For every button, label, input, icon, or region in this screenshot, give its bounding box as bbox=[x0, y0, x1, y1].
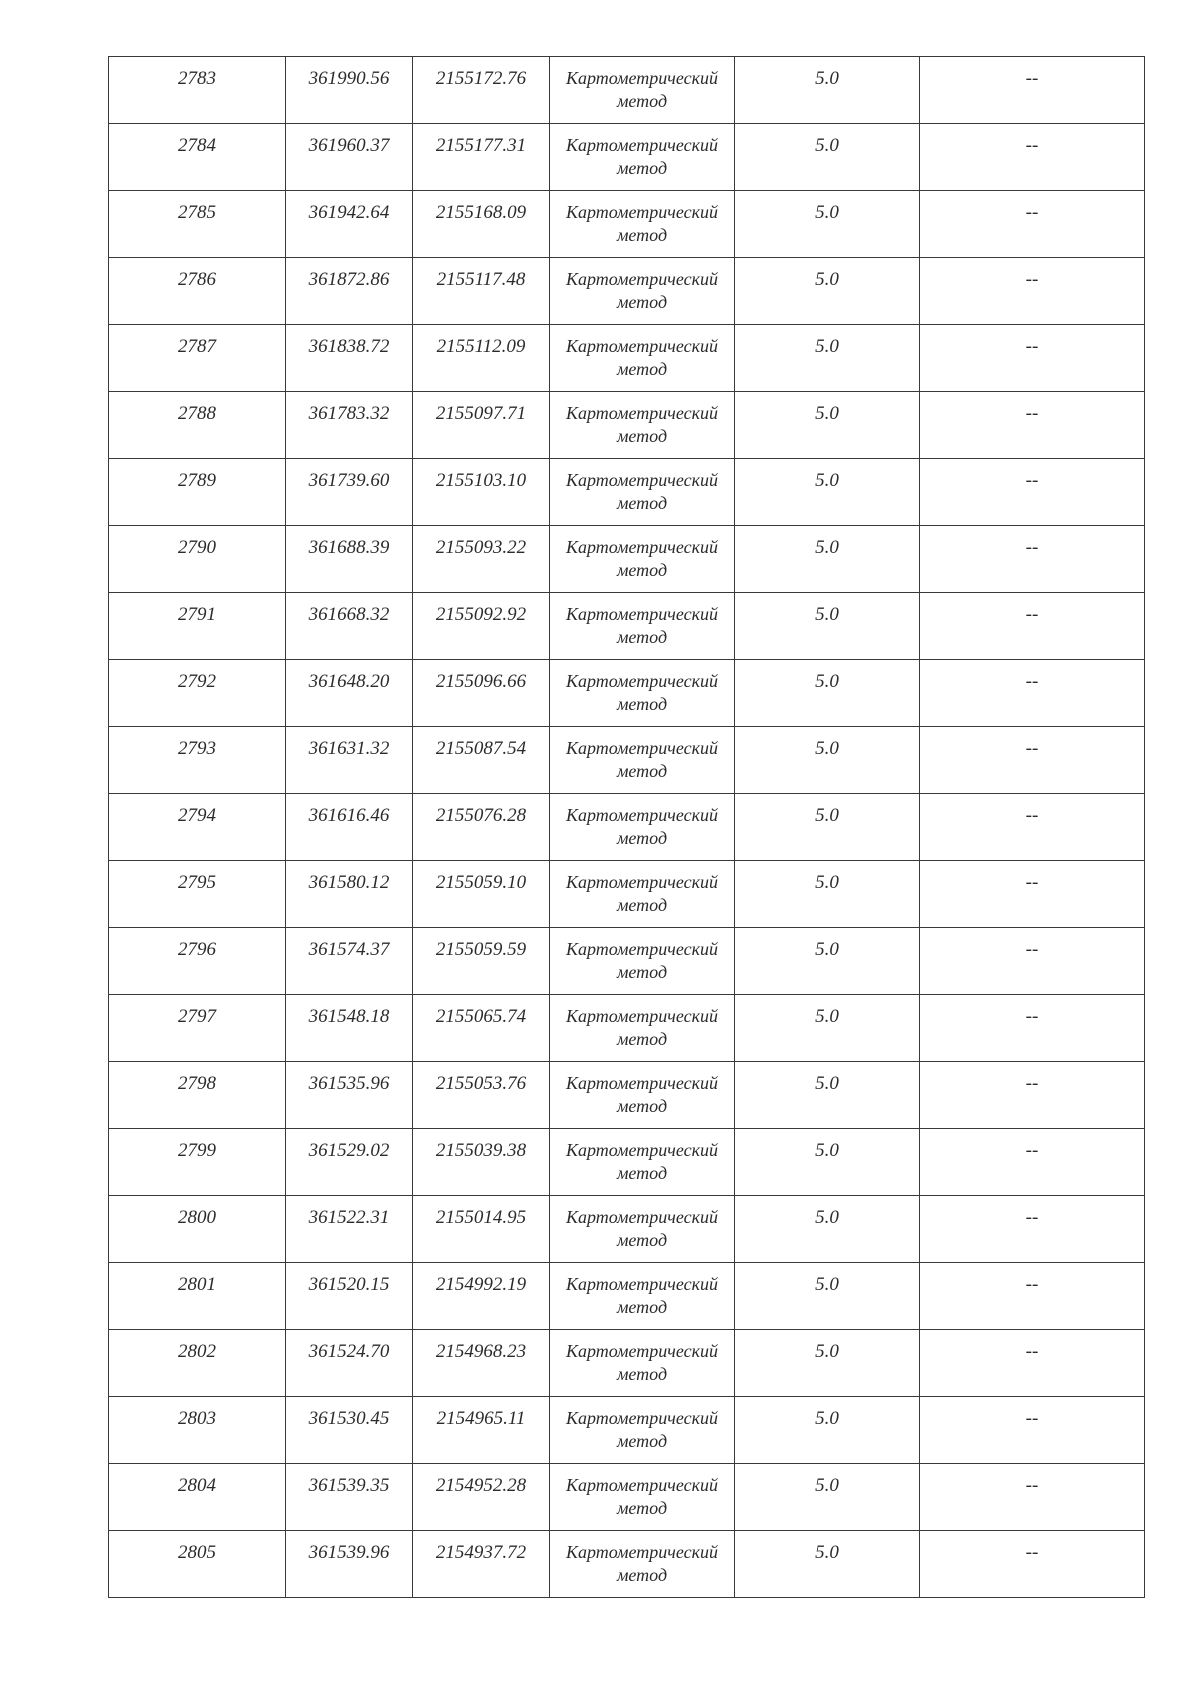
y-coordinate-cell: 2155103.10 bbox=[413, 459, 550, 526]
accuracy-cell: 5.0 bbox=[735, 794, 920, 861]
coordinates-table-container bbox=[108, 56, 1144, 1598]
y-coordinate-cell: 2155168.09 bbox=[413, 191, 550, 258]
note-cell: -- bbox=[920, 593, 1145, 660]
method-cell bbox=[550, 1531, 735, 1598]
method-line-2: метод bbox=[616, 292, 668, 312]
point-number-cell: 2802 bbox=[109, 1330, 286, 1397]
method-line-2: метод bbox=[616, 895, 668, 915]
point-number-cell: 2790 bbox=[109, 526, 286, 593]
method-cell bbox=[550, 1397, 735, 1464]
y-coordinate-cell: 2154992.19 bbox=[413, 1263, 550, 1330]
note-cell: -- bbox=[920, 1330, 1145, 1397]
method-line-2: метод bbox=[616, 426, 668, 446]
point-number-cell: 2789 bbox=[109, 459, 286, 526]
method-cell bbox=[550, 660, 735, 727]
accuracy-cell: 5.0 bbox=[735, 1464, 920, 1531]
table-row bbox=[109, 1062, 1145, 1129]
point-number-cell: 2787 bbox=[109, 325, 286, 392]
y-coordinate-cell: 2155076.28 bbox=[413, 794, 550, 861]
accuracy-cell: 5.0 bbox=[735, 325, 920, 392]
method-cell bbox=[550, 1330, 735, 1397]
method-line-1: Картометрический bbox=[565, 1207, 718, 1227]
method-line-1: Картометрический bbox=[565, 805, 718, 825]
point-number-cell: 2791 bbox=[109, 593, 286, 660]
method-cell bbox=[550, 1196, 735, 1263]
x-coordinate-cell: 361960.37 bbox=[286, 124, 413, 191]
x-coordinate-cell: 361688.39 bbox=[286, 526, 413, 593]
y-coordinate-cell: 2155092.92 bbox=[413, 593, 550, 660]
x-coordinate-cell: 361668.32 bbox=[286, 593, 413, 660]
method-line-1: Картометрический bbox=[565, 939, 718, 959]
method-cell bbox=[550, 459, 735, 526]
note-cell: -- bbox=[920, 459, 1145, 526]
x-coordinate-cell: 361535.96 bbox=[286, 1062, 413, 1129]
table-row bbox=[109, 928, 1145, 995]
point-number-cell: 2803 bbox=[109, 1397, 286, 1464]
point-number-cell: 2785 bbox=[109, 191, 286, 258]
method-line-1: Картометрический bbox=[565, 68, 718, 88]
accuracy-cell: 5.0 bbox=[735, 526, 920, 593]
table-row bbox=[109, 191, 1145, 258]
method-line-2: метод bbox=[616, 962, 668, 982]
method-line-2: метод bbox=[616, 1096, 668, 1116]
note-cell: -- bbox=[920, 861, 1145, 928]
y-coordinate-cell: 2154965.11 bbox=[413, 1397, 550, 1464]
table-row bbox=[109, 593, 1145, 660]
x-coordinate-cell: 361616.46 bbox=[286, 794, 413, 861]
method-cell bbox=[550, 258, 735, 325]
method-line-1: Картометрический bbox=[565, 604, 718, 624]
accuracy-cell: 5.0 bbox=[735, 1263, 920, 1330]
accuracy-cell: 5.0 bbox=[735, 1062, 920, 1129]
y-coordinate-cell: 2155014.95 bbox=[413, 1196, 550, 1263]
note-cell: -- bbox=[920, 1397, 1145, 1464]
method-line-2: метод bbox=[616, 560, 668, 580]
method-line-2: метод bbox=[616, 158, 668, 178]
method-line-2: метод bbox=[616, 1431, 668, 1451]
point-number-cell: 2800 bbox=[109, 1196, 286, 1263]
note-cell: -- bbox=[920, 258, 1145, 325]
x-coordinate-cell: 361838.72 bbox=[286, 325, 413, 392]
x-coordinate-cell: 361580.12 bbox=[286, 861, 413, 928]
note-cell: -- bbox=[920, 995, 1145, 1062]
method-cell bbox=[550, 57, 735, 124]
point-number-cell: 2788 bbox=[109, 392, 286, 459]
y-coordinate-cell: 2155097.71 bbox=[413, 392, 550, 459]
x-coordinate-cell: 361539.35 bbox=[286, 1464, 413, 1531]
x-coordinate-cell: 361520.15 bbox=[286, 1263, 413, 1330]
table-row bbox=[109, 392, 1145, 459]
table-row bbox=[109, 1129, 1145, 1196]
x-coordinate-cell: 361539.96 bbox=[286, 1531, 413, 1598]
note-cell: -- bbox=[920, 57, 1145, 124]
note-cell: -- bbox=[920, 325, 1145, 392]
method-line-2: метод bbox=[616, 1163, 668, 1183]
y-coordinate-cell: 2155177.31 bbox=[413, 124, 550, 191]
method-line-1: Картометрический bbox=[565, 537, 718, 557]
coordinates-table-body bbox=[109, 57, 1145, 1598]
method-cell bbox=[550, 1062, 735, 1129]
method-line-1: Картометрический bbox=[565, 1073, 718, 1093]
x-coordinate-cell: 361524.70 bbox=[286, 1330, 413, 1397]
method-line-2: метод bbox=[616, 694, 668, 714]
note-cell: -- bbox=[920, 526, 1145, 593]
accuracy-cell: 5.0 bbox=[735, 928, 920, 995]
method-cell bbox=[550, 794, 735, 861]
note-cell: -- bbox=[920, 1196, 1145, 1263]
point-number-cell: 2798 bbox=[109, 1062, 286, 1129]
accuracy-cell: 5.0 bbox=[735, 1531, 920, 1598]
point-number-cell: 2792 bbox=[109, 660, 286, 727]
method-line-1: Картометрический bbox=[565, 1341, 718, 1361]
accuracy-cell: 5.0 bbox=[735, 995, 920, 1062]
y-coordinate-cell: 2155096.66 bbox=[413, 660, 550, 727]
method-line-1: Картометрический bbox=[565, 1408, 718, 1428]
method-cell bbox=[550, 124, 735, 191]
y-coordinate-cell: 2154952.28 bbox=[413, 1464, 550, 1531]
accuracy-cell: 5.0 bbox=[735, 1129, 920, 1196]
method-cell bbox=[550, 392, 735, 459]
point-number-cell: 2797 bbox=[109, 995, 286, 1062]
method-line-2: метод bbox=[616, 1498, 668, 1518]
method-cell bbox=[550, 191, 735, 258]
table-row bbox=[109, 325, 1145, 392]
table-row bbox=[109, 794, 1145, 861]
x-coordinate-cell: 361872.86 bbox=[286, 258, 413, 325]
y-coordinate-cell: 2155065.74 bbox=[413, 995, 550, 1062]
y-coordinate-cell: 2154937.72 bbox=[413, 1531, 550, 1598]
method-cell bbox=[550, 928, 735, 995]
method-line-2: метод bbox=[616, 493, 668, 513]
note-cell: -- bbox=[920, 1464, 1145, 1531]
x-coordinate-cell: 361739.60 bbox=[286, 459, 413, 526]
table-row bbox=[109, 995, 1145, 1062]
note-cell: -- bbox=[920, 124, 1145, 191]
note-cell: -- bbox=[920, 1129, 1145, 1196]
accuracy-cell: 5.0 bbox=[735, 459, 920, 526]
method-line-2: метод bbox=[616, 1297, 668, 1317]
table-row bbox=[109, 1330, 1145, 1397]
y-coordinate-cell: 2155087.54 bbox=[413, 727, 550, 794]
method-line-2: метод bbox=[616, 1029, 668, 1049]
note-cell: -- bbox=[920, 794, 1145, 861]
y-coordinate-cell: 2155039.38 bbox=[413, 1129, 550, 1196]
method-cell bbox=[550, 325, 735, 392]
method-cell bbox=[550, 995, 735, 1062]
method-cell bbox=[550, 1464, 735, 1531]
method-line-2: метод bbox=[616, 1364, 668, 1384]
x-coordinate-cell: 361990.56 bbox=[286, 57, 413, 124]
note-cell: -- bbox=[920, 1263, 1145, 1330]
accuracy-cell: 5.0 bbox=[735, 1330, 920, 1397]
method-line-1: Картометрический bbox=[565, 872, 718, 892]
point-number-cell: 2794 bbox=[109, 794, 286, 861]
accuracy-cell: 5.0 bbox=[735, 392, 920, 459]
accuracy-cell: 5.0 bbox=[735, 1196, 920, 1263]
point-number-cell: 2801 bbox=[109, 1263, 286, 1330]
x-coordinate-cell: 361548.18 bbox=[286, 995, 413, 1062]
method-line-1: Картометрический bbox=[565, 1140, 718, 1160]
method-line-1: Картометрический bbox=[565, 1006, 718, 1026]
method-line-1: Картометрический bbox=[565, 135, 718, 155]
y-coordinate-cell: 2155172.76 bbox=[413, 57, 550, 124]
note-cell: -- bbox=[920, 727, 1145, 794]
table-row bbox=[109, 124, 1145, 191]
y-coordinate-cell: 2155059.59 bbox=[413, 928, 550, 995]
method-line-1: Картометрический bbox=[565, 738, 718, 758]
point-number-cell: 2795 bbox=[109, 861, 286, 928]
method-line-2: метод bbox=[616, 1230, 668, 1250]
x-coordinate-cell: 361942.64 bbox=[286, 191, 413, 258]
y-coordinate-cell: 2155117.48 bbox=[413, 258, 550, 325]
table-row bbox=[109, 1464, 1145, 1531]
x-coordinate-cell: 361574.37 bbox=[286, 928, 413, 995]
method-cell bbox=[550, 861, 735, 928]
accuracy-cell: 5.0 bbox=[735, 1397, 920, 1464]
x-coordinate-cell: 361530.45 bbox=[286, 1397, 413, 1464]
table-row bbox=[109, 57, 1145, 124]
method-line-2: метод bbox=[616, 627, 668, 647]
x-coordinate-cell: 361783.32 bbox=[286, 392, 413, 459]
method-cell bbox=[550, 727, 735, 794]
table-row bbox=[109, 1263, 1145, 1330]
accuracy-cell: 5.0 bbox=[735, 124, 920, 191]
table-row bbox=[109, 660, 1145, 727]
y-coordinate-cell: 2155112.09 bbox=[413, 325, 550, 392]
table-row bbox=[109, 861, 1145, 928]
accuracy-cell: 5.0 bbox=[735, 660, 920, 727]
point-number-cell: 2796 bbox=[109, 928, 286, 995]
point-number-cell: 2799 bbox=[109, 1129, 286, 1196]
x-coordinate-cell: 361522.31 bbox=[286, 1196, 413, 1263]
point-number-cell: 2804 bbox=[109, 1464, 286, 1531]
accuracy-cell: 5.0 bbox=[735, 593, 920, 660]
method-line-1: Картометрический bbox=[565, 336, 718, 356]
method-cell bbox=[550, 1129, 735, 1196]
accuracy-cell: 5.0 bbox=[735, 57, 920, 124]
method-line-2: метод bbox=[616, 91, 668, 111]
table-row bbox=[109, 459, 1145, 526]
method-line-1: Картометрический bbox=[565, 269, 718, 289]
point-number-cell: 2805 bbox=[109, 1531, 286, 1598]
note-cell: -- bbox=[920, 1062, 1145, 1129]
y-coordinate-cell: 2155053.76 bbox=[413, 1062, 550, 1129]
point-number-cell: 2786 bbox=[109, 258, 286, 325]
table-row bbox=[109, 1397, 1145, 1464]
method-line-1: Картометрический bbox=[565, 1542, 718, 1562]
method-line-2: метод bbox=[616, 359, 668, 379]
table-row bbox=[109, 526, 1145, 593]
method-line-1: Картометрический bbox=[565, 671, 718, 691]
note-cell: -- bbox=[920, 928, 1145, 995]
method-cell bbox=[550, 1263, 735, 1330]
note-cell: -- bbox=[920, 1531, 1145, 1598]
table-row bbox=[109, 1531, 1145, 1598]
point-number-cell: 2793 bbox=[109, 727, 286, 794]
x-coordinate-cell: 361529.02 bbox=[286, 1129, 413, 1196]
coordinates-table bbox=[108, 56, 1145, 1598]
method-line-2: метод bbox=[616, 761, 668, 781]
method-line-2: метод bbox=[616, 1565, 668, 1585]
point-number-cell: 2784 bbox=[109, 124, 286, 191]
x-coordinate-cell: 361631.32 bbox=[286, 727, 413, 794]
note-cell: -- bbox=[920, 191, 1145, 258]
point-number-cell: 2783 bbox=[109, 57, 286, 124]
method-line-1: Картометрический bbox=[565, 1475, 718, 1495]
note-cell: -- bbox=[920, 660, 1145, 727]
table-row bbox=[109, 727, 1145, 794]
accuracy-cell: 5.0 bbox=[735, 258, 920, 325]
method-line-1: Картометрический bbox=[565, 403, 718, 423]
table-row bbox=[109, 1196, 1145, 1263]
y-coordinate-cell: 2154968.23 bbox=[413, 1330, 550, 1397]
y-coordinate-cell: 2155093.22 bbox=[413, 526, 550, 593]
note-cell: -- bbox=[920, 392, 1145, 459]
method-line-1: Картометрический bbox=[565, 1274, 718, 1294]
method-line-1: Картометрический bbox=[565, 202, 718, 222]
accuracy-cell: 5.0 bbox=[735, 191, 920, 258]
method-line-2: метод bbox=[616, 225, 668, 245]
accuracy-cell: 5.0 bbox=[735, 727, 920, 794]
x-coordinate-cell: 361648.20 bbox=[286, 660, 413, 727]
method-line-1: Картометрический bbox=[565, 470, 718, 490]
accuracy-cell: 5.0 bbox=[735, 861, 920, 928]
method-line-2: метод bbox=[616, 828, 668, 848]
y-coordinate-cell: 2155059.10 bbox=[413, 861, 550, 928]
method-cell bbox=[550, 526, 735, 593]
table-row bbox=[109, 258, 1145, 325]
method-cell bbox=[550, 593, 735, 660]
